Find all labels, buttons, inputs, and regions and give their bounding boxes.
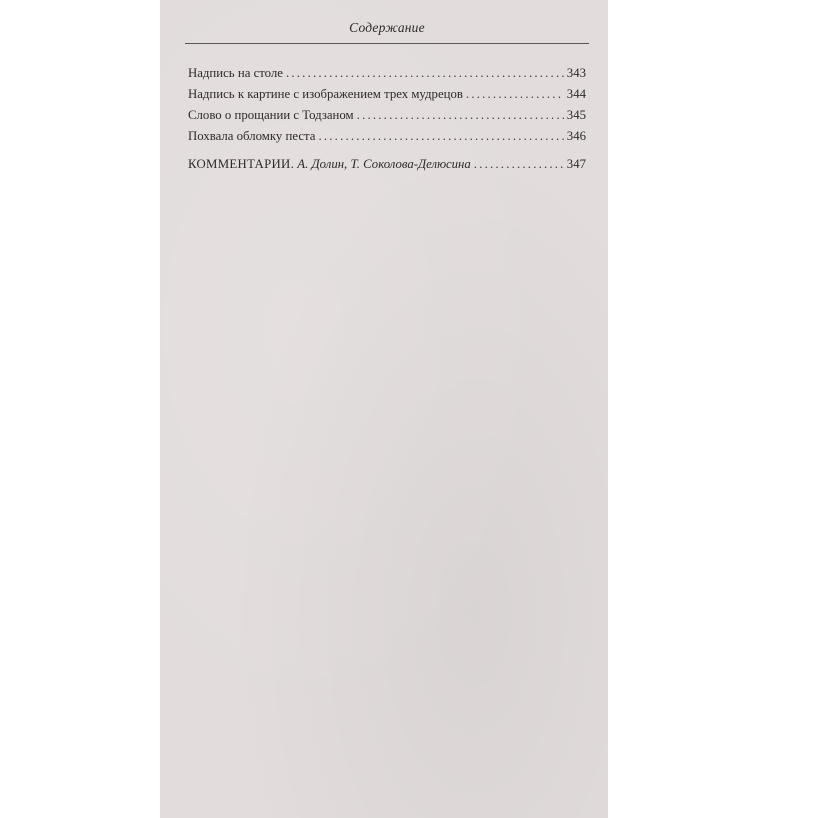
dot-leader [286,66,564,81]
dot-leader [318,129,563,144]
toc-entry [188,108,586,129]
header-rule [185,43,589,44]
commentary-authors: А. Долин, Т. Соколова-Делюсина [297,157,471,171]
book-page [160,0,608,818]
toc-entry [188,87,586,108]
toc-entry-page: 343 [566,66,586,80]
toc-entry-title: Слово о прощании с Тодзаном [188,108,354,122]
toc-commentary-entry [188,157,586,178]
commentary-heading: КОММЕНТАРИИ. [188,157,295,171]
dot-leader [474,157,564,172]
toc-entry-title: Надпись на столе [188,66,283,80]
table-of-contents [188,66,586,178]
toc-entry-page: 346 [566,129,586,143]
dot-leader [357,108,564,123]
toc-entry-page: 347 [566,157,586,171]
toc-entry-page: 345 [566,108,586,122]
running-head: Содержание [349,20,425,35]
dot-leader [466,87,564,102]
toc-entry-title [188,157,471,172]
toc-entry-title: Надпись к картине с изображением трех мудрецов [188,87,463,101]
toc-entry [188,66,586,87]
toc-entry-title: Похвала обломку песта [188,129,316,143]
toc-entry-page: 344 [566,87,586,101]
toc-entry [188,129,586,150]
